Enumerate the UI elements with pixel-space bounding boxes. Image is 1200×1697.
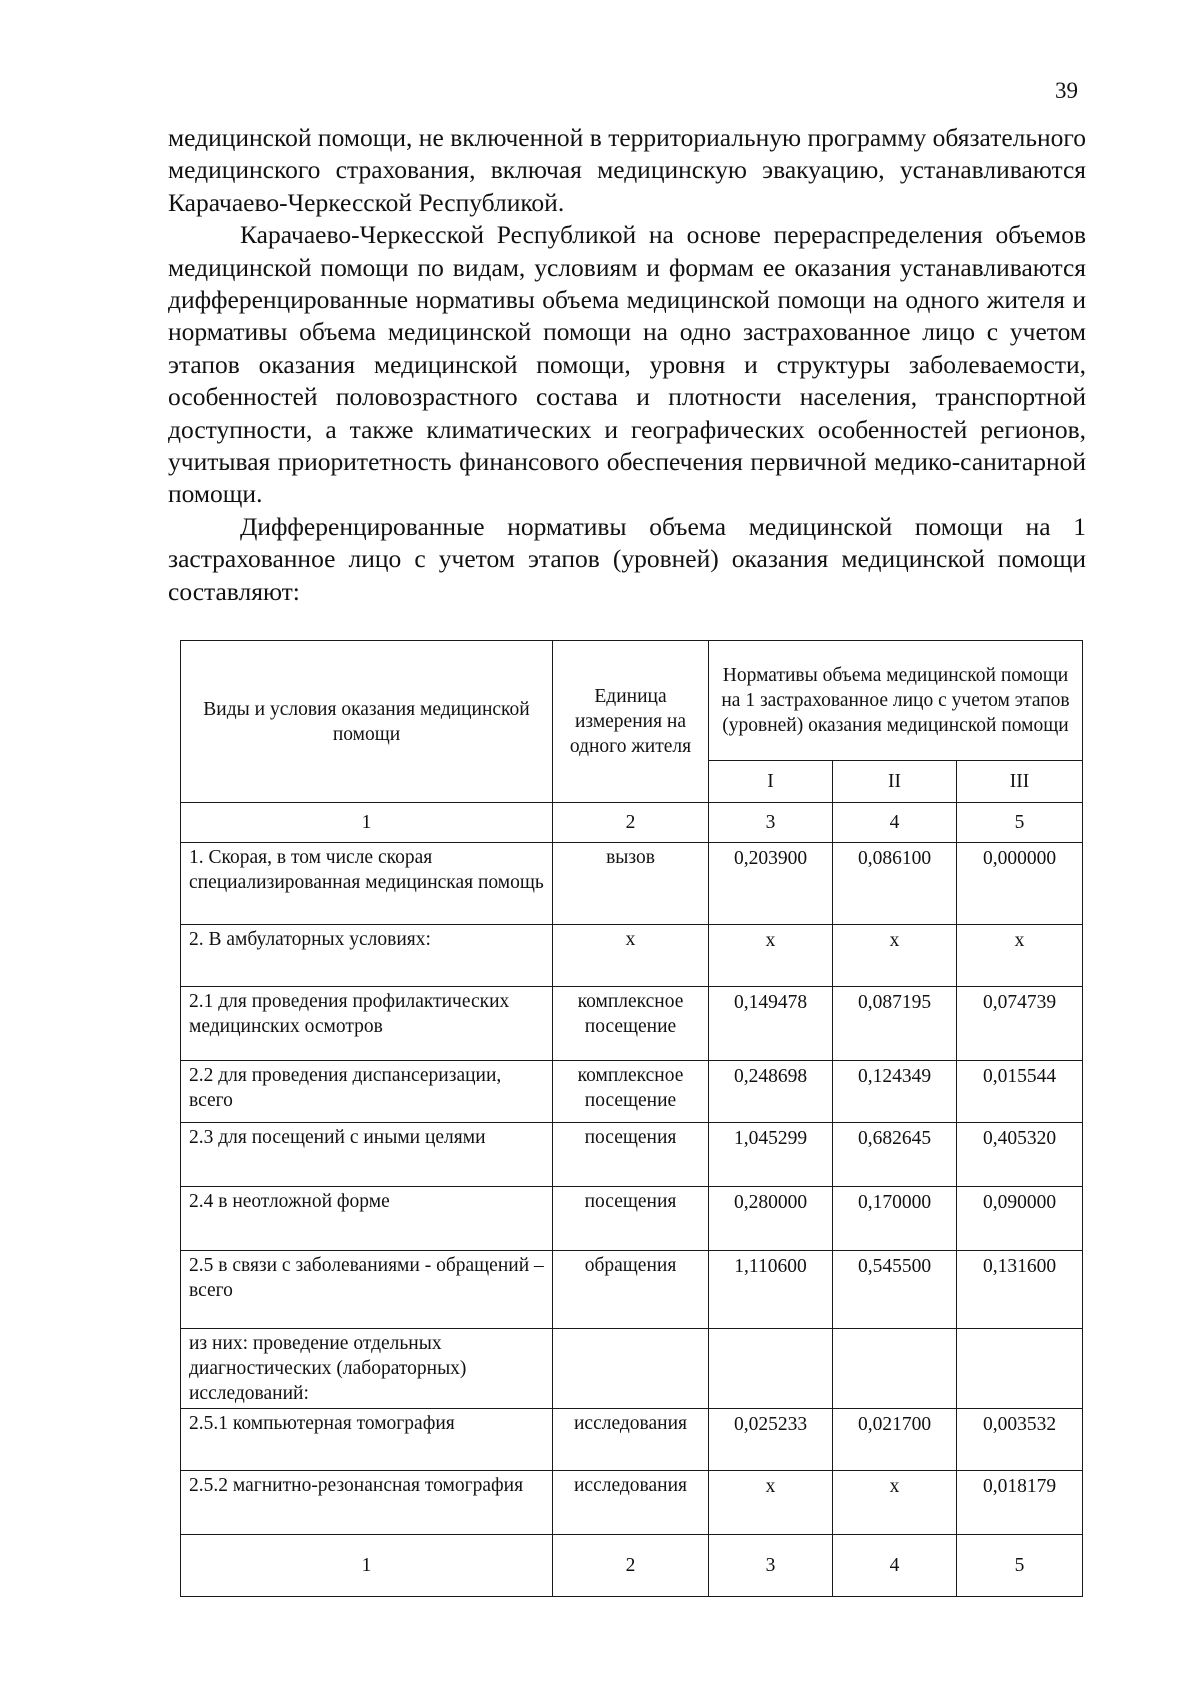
row-value-level-3: 0,131600 xyxy=(957,1251,1083,1329)
row-name: 1. Скорая, в том числе скорая специализированная медицинская помощь xyxy=(181,843,553,925)
row-value-level-3: 0,405320 xyxy=(957,1123,1083,1187)
row-value-level-1: х xyxy=(709,925,833,987)
table-row xyxy=(181,1123,1083,1187)
table-row xyxy=(181,1187,1083,1251)
row-value-level-2: 0,682645 xyxy=(833,1123,957,1187)
row-value-level-2: 0,170000 xyxy=(833,1187,957,1251)
row-unit: посещения xyxy=(553,1187,709,1251)
row-unit: обращения xyxy=(553,1251,709,1329)
row-value-level-2: 0,124349 xyxy=(833,1061,957,1123)
row-value-level-1: 0,149478 xyxy=(709,987,833,1061)
row-value-level-3: 0,000000 xyxy=(957,843,1083,925)
row-value-level-2: х xyxy=(833,1471,957,1535)
row-value-level-1 xyxy=(709,1329,833,1409)
table-row xyxy=(181,1329,1083,1409)
row-value-level-3: 0,074739 xyxy=(957,987,1083,1061)
row-value-level-1: х xyxy=(709,1471,833,1535)
header-level-2: II xyxy=(833,761,957,803)
row-unit: исследования xyxy=(553,1409,709,1471)
footer-number-row xyxy=(181,1535,1083,1597)
row-value-level-1: 1,045299 xyxy=(709,1123,833,1187)
row-value-level-1: 0,025233 xyxy=(709,1409,833,1471)
row-unit: вызов xyxy=(553,843,709,925)
column-number: 5 xyxy=(957,803,1083,843)
row-value-level-2 xyxy=(833,1329,957,1409)
column-number: 4 xyxy=(833,803,957,843)
column-number: 3 xyxy=(709,803,833,843)
row-name: 2.4 в неотложной форме xyxy=(181,1187,553,1251)
norms-table xyxy=(180,640,1083,1597)
row-unit: комплексное посещение xyxy=(553,1061,709,1123)
header-level-1: I xyxy=(709,761,833,803)
table-row xyxy=(181,1251,1083,1329)
row-value-level-3 xyxy=(957,1329,1083,1409)
row-unit: исследования xyxy=(553,1471,709,1535)
row-value-level-3: 0,003532 xyxy=(957,1409,1083,1471)
row-value-level-2: 0,021700 xyxy=(833,1409,957,1471)
row-unit: комплексное посещение xyxy=(553,987,709,1061)
row-name: 2.5 в связи с заболеваниями - обращений – всего xyxy=(181,1251,553,1329)
table-row xyxy=(181,1471,1083,1535)
row-value-level-3: 0,015544 xyxy=(957,1061,1083,1123)
row-name: 2. В амбулаторных условиях: xyxy=(181,925,553,987)
row-name: из них: проведение отдельных диагностических (лабораторных) исследований: xyxy=(181,1329,553,1409)
body-text xyxy=(168,122,1086,608)
row-name: 2.5.1 компьютерная томография xyxy=(181,1409,553,1471)
table-header-row xyxy=(181,641,1083,761)
row-value-level-3: 0,090000 xyxy=(957,1187,1083,1251)
row-unit: посещения xyxy=(553,1123,709,1187)
table-row xyxy=(181,987,1083,1061)
table-row xyxy=(181,843,1083,925)
table-row xyxy=(181,1061,1083,1123)
paragraph-table-intro: Дифференцированные нормативы объема медицинской помощи на 1 застрахованное лицо с учетом этапов (уровней) оказания медицинской помощи составляют: xyxy=(168,511,1086,606)
page-number: 39 xyxy=(1055,78,1078,103)
row-value-level-2: 0,087195 xyxy=(833,987,957,1061)
column-number-row xyxy=(181,803,1083,843)
row-value-level-1: 0,280000 xyxy=(709,1187,833,1251)
norms-table-wrapper xyxy=(180,640,1083,1597)
paragraph-continuation: медицинской помощи, не включенной в территориальную программу обязательного медицинского страхования, включая медицинскую эвакуацию, устанавливаются Карачаево-Черкесской Республикой. xyxy=(168,123,1086,217)
row-value-level-2: 0,086100 xyxy=(833,843,957,925)
row-unit xyxy=(553,1329,709,1409)
table-row xyxy=(181,1409,1083,1471)
column-number: 1 xyxy=(181,1535,553,1597)
row-value-level-1: 1,110600 xyxy=(709,1251,833,1329)
column-number: 5 xyxy=(957,1535,1083,1597)
header-unit: Единица измерения на одного жителя xyxy=(553,641,709,803)
paragraph-regional-norms: Карачаево-Черкесской Республикой на основе перераспределения объемов медицинской помощи по видам, условиям и формам ее оказания устанавливаются дифференцированные нормативы объема медицинской помощи на одного жителя и нормативы объема медицинской помощи на одно застрахованное лицо с учетом этапов оказания медицинской помощи, уровня и структуры заболеваемости, особенностей половозрастного состава и плотности населения, транспортной доступности, а также климатических и географических особенностей регионов, учитывая приоритетность финансового обеспечения первичной медико-санитарной помощи. xyxy=(168,220,1086,509)
column-number: 4 xyxy=(833,1535,957,1597)
column-number: 2 xyxy=(553,803,709,843)
row-unit: х xyxy=(553,925,709,987)
header-types: Виды и условия оказания медицинской помощи xyxy=(181,641,553,803)
row-value-level-1: 0,248698 xyxy=(709,1061,833,1123)
row-value-level-1: 0,203900 xyxy=(709,843,833,925)
table-row xyxy=(181,925,1083,987)
row-name: 2.2 для проведения диспансеризации, всего xyxy=(181,1061,553,1123)
row-value-level-3: 0,018179 xyxy=(957,1471,1083,1535)
row-value-level-2: 0,545500 xyxy=(833,1251,957,1329)
row-value-level-2: х xyxy=(833,925,957,987)
row-name: 2.3 для посещений с иными целями xyxy=(181,1123,553,1187)
column-number: 1 xyxy=(181,803,553,843)
column-number: 3 xyxy=(709,1535,833,1597)
row-value-level-3: х xyxy=(957,925,1083,987)
row-name: 2.1 для проведения профилактических медицинских осмотров xyxy=(181,987,553,1061)
column-number: 2 xyxy=(553,1535,709,1597)
header-level-3: III xyxy=(957,761,1083,803)
header-norms-group: Нормативы объема медицинской помощи на 1 застрахованное лицо с учетом этапов (уровней) оказания медицинской помощи xyxy=(709,641,1083,761)
row-name: 2.5.2 магнитно-резонансная томография xyxy=(181,1471,553,1535)
